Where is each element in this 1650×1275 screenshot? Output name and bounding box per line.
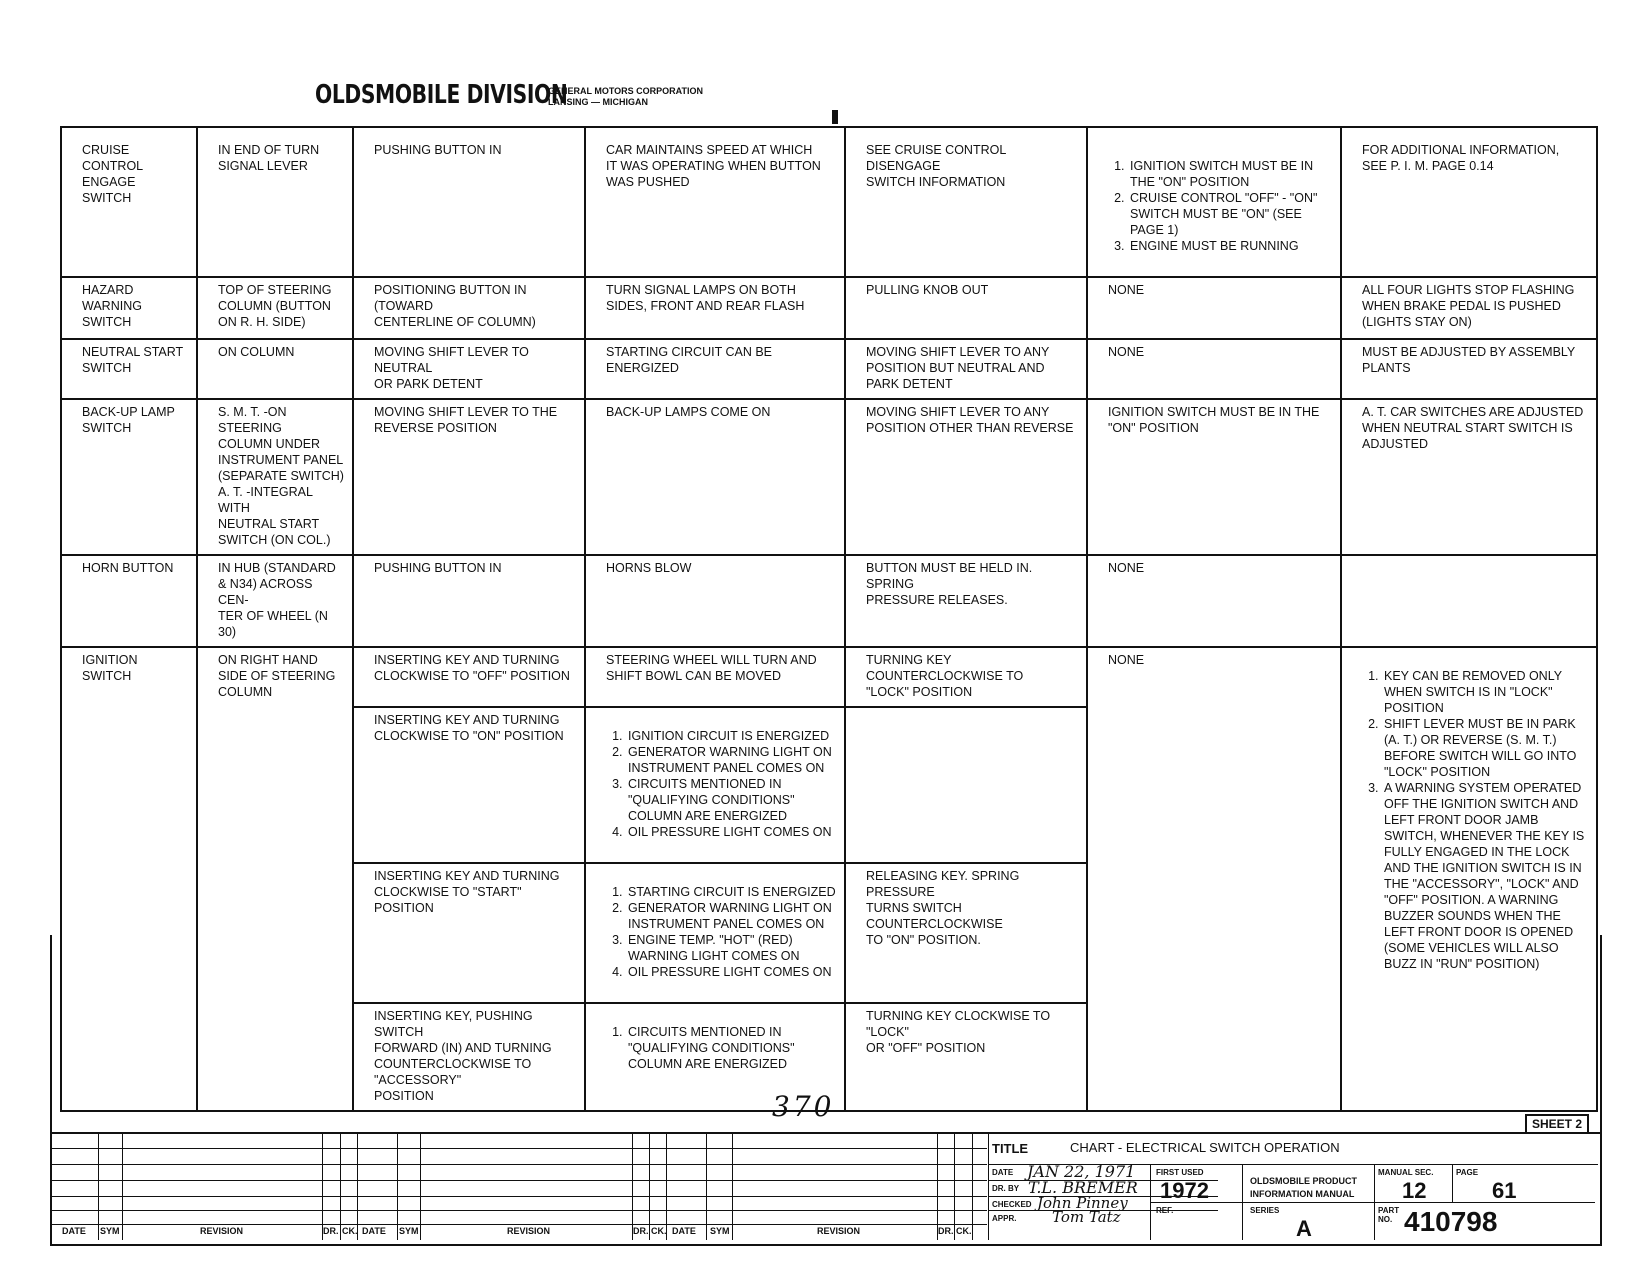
manual-name-line2: INFORMATION MANUAL — [1250, 1189, 1355, 1199]
cell-action: PUSHING BUTTON IN — [353, 127, 585, 277]
chart-row-back-up-lamp — [61, 399, 1597, 555]
cell-location: TOP OF STEERING COLUMN (BUTTON ON R. H. SIDE) — [197, 277, 353, 339]
list-item: 3. CIRCUITS MENTIONED IN "QUALIFYING CONDITIONS" COLUMN ARE ENERGIZED — [626, 776, 836, 824]
page-value: 61 — [1492, 1178, 1517, 1203]
cell-result: BACK-UP LAMPS COME ON — [585, 399, 845, 555]
rev-sym-label: SYM — [710, 1226, 730, 1236]
list-item: 2. SHIFT LEVER MUST BE IN PARK (A. T.) OR REVERSE (S. M. T.) BEFORE SWITCH WILL GO INTO "LOCK" POSITION — [1382, 716, 1588, 780]
list-item: 4. OIL PRESSURE LIGHT COMES ON — [626, 964, 836, 980]
cell-return: TURNING KEY COUNTERCLOCKWISE TO "LOCK" POSITION — [845, 647, 1087, 707]
cell-conditions — [1087, 127, 1341, 277]
cell-action: INSERTING KEY AND TURNING CLOCKWISE TO "OFF" POSITION — [353, 647, 585, 707]
first-used-value: 1972 — [1160, 1178, 1209, 1203]
corporation-location: LANSING — MICHIGAN — [548, 97, 648, 107]
list-item: 1. STARTING CIRCUIT IS ENERGIZED — [626, 884, 836, 900]
cell-switch: HORN BUTTON — [61, 555, 197, 647]
cell-return: MOVING SHIFT LEVER TO ANY POSITION BUT NEUTRAL AND PARK DETENT — [845, 339, 1087, 399]
chart-row-ignition-off — [61, 647, 1597, 707]
chart-row-cruise-control — [61, 127, 1597, 277]
rev-revision-label: REVISION — [507, 1226, 551, 1236]
cell-action: INSERTING KEY, PUSHING SWITCH FORWARD (IN) AND TURNING COUNTERCLOCKWISE TO "ACCESSORY" POSITION — [353, 1003, 585, 1111]
rev-date-label: DATE — [62, 1226, 86, 1236]
cell-action: INSERTING KEY AND TURNING CLOCKWISE TO "START" POSITION — [353, 863, 585, 1003]
page-label: PAGE — [1456, 1168, 1479, 1177]
conditions-list — [1108, 158, 1332, 254]
list-item: 1. IGNITION CIRCUIT IS ENERGIZED — [626, 728, 836, 744]
cell-conditions: NONE — [1087, 555, 1341, 647]
chart-row-horn-button — [61, 555, 1597, 647]
series-label: SERIES — [1250, 1206, 1280, 1215]
cell-switch: IGNITION SWITCH — [61, 647, 197, 1111]
cell-return: TURNING KEY CLOCKWISE TO "LOCK" OR "OFF" POSITION — [845, 1003, 1087, 1111]
result-list — [606, 728, 836, 840]
cell-result: CAR MAINTAINS SPEED AT WHICH IT WAS OPERATING WHEN BUTTON WAS PUSHED — [585, 127, 845, 277]
cell-action: MOVING SHIFT LEVER TO THE REVERSE POSITION — [353, 399, 585, 555]
drawing-title: CHART - ELECTRICAL SWITCH OPERATION — [1070, 1140, 1340, 1155]
cell-remarks: FOR ADDITIONAL INFORMATION, SEE P. I. M. PAGE 0.14 — [1341, 127, 1597, 277]
list-item: 1. IGNITION SWITCH MUST BE IN THE "ON" POSITION — [1128, 158, 1332, 190]
cell-result — [585, 707, 845, 863]
cell-result: TURN SIGNAL LAMPS ON BOTH SIDES, FRONT AND REAR FLASH — [585, 277, 845, 339]
cell-remarks: ALL FOUR LIGHTS STOP FLASHING WHEN BRAKE PEDAL IS PUSHED (LIGHTS STAY ON) — [1341, 277, 1597, 339]
cell-conditions: NONE — [1087, 647, 1341, 1111]
rev-ck-label: CK. — [651, 1226, 667, 1236]
list-item: 3. ENGINE MUST BE RUNNING — [1128, 238, 1332, 254]
date-label: DATE — [992, 1168, 1014, 1177]
title-block — [50, 1132, 1602, 1246]
date-value: JAN 22, 1971 — [1027, 1162, 1136, 1181]
remarks-list — [1362, 668, 1588, 972]
cell-action: PUSHING BUTTON IN — [353, 555, 585, 647]
cell-switch: NEUTRAL START SWITCH — [61, 339, 197, 399]
cell-action: INSERTING KEY AND TURNING CLOCKWISE TO "ON" POSITION — [353, 707, 585, 863]
cell-return: PULLING KNOB OUT — [845, 277, 1087, 339]
cell-conditions: NONE — [1087, 277, 1341, 339]
cell-switch: HAZARD WARNING SWITCH — [61, 277, 197, 339]
chart-row-hazard-warning — [61, 277, 1597, 339]
registration-mark — [832, 110, 838, 124]
cell-return: SEE CRUISE CONTROL DISENGAGE SWITCH INFORMATION — [845, 127, 1087, 277]
cell-conditions: IGNITION SWITCH MUST BE IN THE "ON" POSITION — [1087, 399, 1341, 555]
list-item: 3. ENGINE TEMP. "HOT" (RED) WARNING LIGHT COMES ON — [626, 932, 836, 964]
list-item: 3. A WARNING SYSTEM OPERATED OFF THE IGNITION SWITCH AND LEFT FRONT DOOR JAMB SWITCH, WHENEVER THE KEY IS FULLY ENGAGED IN THE LOCK AND THE IGNITION SWITCH IS IN THE "ACCESSORY", "LOCK" AND "OFF" POSITION. A WARNING BUZZER SOUNDS WHEN THE LEFT FRONT DOOR IS OPENED (SOME VEHICLES WILL ALSO BUZZ IN "RUN" POSITION) — [1382, 780, 1588, 972]
checked-label: CHECKED — [992, 1200, 1032, 1209]
manual-name-line1: OLDSMOBILE PRODUCT — [1250, 1176, 1357, 1186]
list-item: 4. OIL PRESSURE LIGHT COMES ON — [626, 824, 836, 840]
rev-revision-label: REVISION — [200, 1226, 244, 1236]
cell-location: S. M. T. -ON STEERING COLUMN UNDER INSTRUMENT PANEL (SEPARATE SWITCH) A. T. -INTEGRAL WITH NEUTRAL START SWITCH (ON COL.) — [197, 399, 353, 555]
rev-revision-label: REVISION — [817, 1226, 861, 1236]
division-title: OLDSMOBILE DIVISION — [315, 80, 568, 110]
cell-switch: CRUISE CONTROL ENGAGE SWITCH — [61, 127, 197, 277]
cell-action: POSITIONING BUTTON IN (TOWARD CENTERLINE OF COLUMN) — [353, 277, 585, 339]
rev-dr-label: DR. — [323, 1226, 339, 1236]
page-number: 370 — [772, 1090, 835, 1123]
sheet-label: SHEET 2 — [1525, 1114, 1589, 1134]
rev-sym-label: SYM — [399, 1226, 419, 1236]
manual-sec-label: MANUAL SEC. — [1378, 1168, 1434, 1177]
cell-conditions: NONE — [1087, 339, 1341, 399]
drawn-by-value: T.L. BREMER — [1028, 1178, 1138, 1197]
corporation-block — [548, 86, 703, 108]
cell-result: STARTING CIRCUIT CAN BE ENERGIZED — [585, 339, 845, 399]
part-no-value: 410798 — [1404, 1206, 1498, 1237]
ref-label: REF. — [1156, 1206, 1174, 1215]
rev-sym-label: SYM — [100, 1226, 120, 1236]
chart-row-neutral-start — [61, 339, 1597, 399]
cell-return: MOVING SHIFT LEVER TO ANY POSITION OTHER THAN REVERSE — [845, 399, 1087, 555]
cell-location: IN END OF TURN SIGNAL LEVER — [197, 127, 353, 277]
list-item: 2. GENERATOR WARNING LIGHT ON INSTRUMENT PANEL COMES ON — [626, 900, 836, 932]
series-value: A — [1296, 1216, 1312, 1241]
rev-date-label: DATE — [362, 1226, 386, 1236]
list-item: 2. GENERATOR WARNING LIGHT ON INSTRUMENT PANEL COMES ON — [626, 744, 836, 776]
approved-by-value: Tom Tatz — [1052, 1208, 1121, 1226]
rev-ck-label: CK. — [342, 1226, 358, 1236]
rev-ck-label: CK. — [956, 1226, 972, 1236]
title-label: TITLE — [992, 1141, 1029, 1156]
first-used-label: FIRST USED — [1156, 1168, 1204, 1177]
part-no-label: PART NO. — [1378, 1206, 1400, 1224]
cell-location: IN HUB (STANDARD & N34) ACROSS CEN- TER OF WHEEL (N 30) — [197, 555, 353, 647]
drawn-by-label: DR. BY — [992, 1184, 1020, 1193]
cell-return: RELEASING KEY. SPRING PRESSURE TURNS SWITCH COUNTERCLOCKWISE TO "ON" POSITION. — [845, 863, 1087, 1003]
rev-dr-label: DR. — [633, 1226, 649, 1236]
cell-switch: BACK-UP LAMP SWITCH — [61, 399, 197, 555]
cell-return: BUTTON MUST BE HELD IN. SPRING PRESSURE RELEASES. — [845, 555, 1087, 647]
cell-action: MOVING SHIFT LEVER TO NEUTRAL OR PARK DETENT — [353, 339, 585, 399]
cell-result: STEERING WHEEL WILL TURN AND SHIFT BOWL CAN BE MOVED — [585, 647, 845, 707]
corporation-name: GENERAL MOTORS CORPORATION — [548, 86, 704, 96]
cell-remarks — [1341, 555, 1597, 647]
cell-location: ON RIGHT HAND SIDE OF STEERING COLUMN — [197, 647, 353, 1111]
list-item: 1. CIRCUITS MENTIONED IN "QUALIFYING CONDITIONS" COLUMN ARE ENERGIZED — [626, 1024, 836, 1072]
list-item: 1. KEY CAN BE REMOVED ONLY WHEN SWITCH IS IN "LOCK" POSITION — [1382, 668, 1588, 716]
cell-return — [845, 707, 1087, 863]
manual-sec-value: 12 — [1402, 1178, 1427, 1203]
checked-by-value: John Pinney — [1037, 1194, 1128, 1212]
cell-remarks: MUST BE ADJUSTED BY ASSEMBLY PLANTS — [1341, 339, 1597, 399]
cell-location: ON COLUMN — [197, 339, 353, 399]
cell-remarks: A. T. CAR SWITCHES ARE ADJUSTED WHEN NEUTRAL START SWITCH IS ADJUSTED — [1341, 399, 1597, 555]
cell-result: HORNS BLOW — [585, 555, 845, 647]
rev-date-label: DATE — [672, 1226, 696, 1236]
rev-dr-label: DR. — [938, 1226, 954, 1236]
list-item: 2. CRUISE CONTROL "OFF" - "ON" SWITCH MUST BE "ON" (SEE PAGE 1) — [1128, 190, 1332, 238]
approved-label: APPR. — [992, 1214, 1017, 1223]
